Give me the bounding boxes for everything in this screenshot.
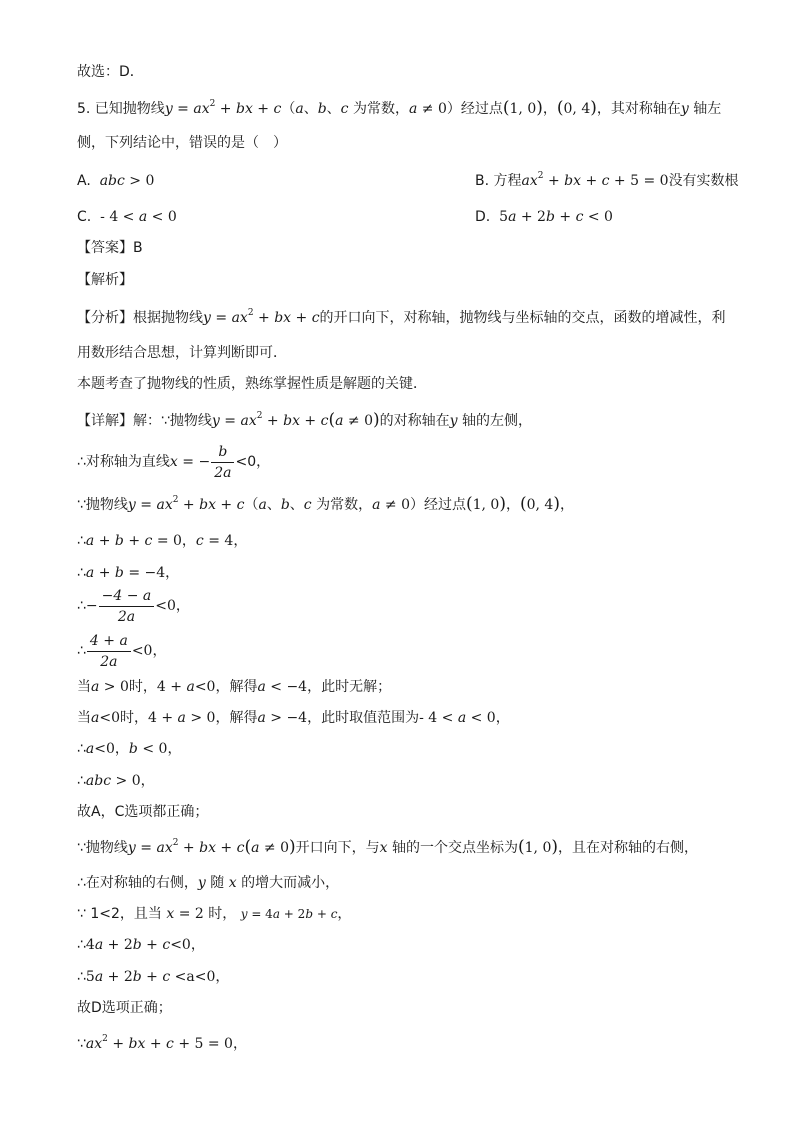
detail-line: ∵抛物线$y = ax^2$ + bx + c（a、b、c 为常数，a ≠ 0）经过点(1, 0)，(0, 4)，: [77, 494, 574, 514]
text: 没有实数根: [668, 173, 739, 189]
text: 时，: [120, 710, 148, 726]
text: 当: [77, 710, 91, 726]
text: ∴在对称轴的右侧，: [77, 875, 198, 891]
option-d: D. 5a + 2b + c < 0: [475, 209, 613, 225]
question-line: 5. 已知抛物线$y = ax^2$ + bx + c（a、b、c 为常数，a ≠ 0）经过点(1, 0)，(0, 4)，其对称轴在y 轴左: [77, 98, 722, 118]
text: 为常数，: [352, 101, 409, 117]
therefore-symbol: ∴: [77, 773, 86, 789]
detail-line: $\because ax^2$ + bx + c + 5 = 0，: [77, 1034, 247, 1052]
analysis-heading: [77, 270, 754, 290]
detail-line: 【详解】解：∵抛物线$y = ax^2$ + bx + c(a ≠ 0)的对称轴在y 轴的左侧，: [77, 410, 533, 430]
therefore-symbol: ∴: [77, 969, 86, 985]
because-symbol: ∵: [77, 1036, 86, 1052]
fraction: $\frac{-4 - a}{2a}$: [99, 586, 155, 627]
answer-choice-line: [77, 62, 754, 82]
text: 的开口向下，对称轴，抛物线与坐标轴的交点，函数的增减性，利: [319, 310, 726, 326]
text: ）经过点: [446, 101, 503, 117]
option-row: C. - 4 < a < 0 D. 5a + 2b + c < 0: [77, 209, 613, 225]
fraction: $\frac{4 + a}{2a}$: [87, 631, 131, 672]
fenxi-line: 【分析】根据抛物线$y = ax^2$ + bx + c的开口向下，对称轴，抛物线与坐标轴的交点，函数的增减性，利: [77, 308, 726, 326]
text: 【解析】: [77, 272, 133, 288]
therefore-symbol: ∴: [77, 598, 86, 614]
text: ，其对称轴在: [596, 101, 681, 117]
detail-line: ∴abc > 0，: [77, 773, 155, 789]
detail-line: ∵抛物线$y = ax^2$ + bx + c(a ≠ 0)开口向下，与x 轴的一个交点坐标为(1, 0)，且在对称轴的右侧，: [77, 837, 698, 857]
option-b: B. 方程$ax^2$ + bx + c + 5 = 0没有实数根: [475, 171, 739, 189]
text: 故选：D．: [77, 64, 144, 80]
text: ）经过点: [409, 497, 466, 513]
text: 轴的一个交点坐标为: [392, 840, 518, 856]
answer-line: [77, 238, 754, 258]
fenxi-label: 【分析】: [77, 310, 133, 326]
text: ，且在对称轴的右侧，: [558, 840, 698, 856]
text: ，解得: [215, 679, 258, 695]
detail-line: 当a > 0时，4 + a<0，解得a < −4，此时无解；: [77, 679, 392, 695]
text: ∵抛物线: [77, 497, 128, 513]
text: 随: [210, 875, 225, 891]
detail-line: ∴5a + 2b + c <a<0，: [77, 969, 230, 985]
detail-line: [77, 802, 754, 822]
detail-line: ∴a + b = −4，: [77, 565, 180, 581]
therefore-symbol: ∴: [77, 937, 86, 953]
detail-line: ∴对称轴为直线x = − $\frac{b}{2a}$ <0，: [77, 443, 271, 481]
answer-label: 【答案】: [77, 240, 133, 256]
detail-line: ∴a<0，b < 0，: [77, 741, 182, 757]
detail-line: ∴4a + 2b + c<0，: [77, 937, 205, 953]
fenxi-line: [77, 343, 754, 363]
answer-value: B: [133, 240, 143, 256]
text: （: [244, 497, 259, 513]
text: 用数形结合思想，计算判断即可．: [77, 345, 287, 361]
text: ∴对称轴为直线: [77, 454, 170, 470]
option-c-label: C.: [77, 209, 92, 225]
detail-line: ∵ 1<2，且当 x = 2 时， y = 4a + 2b + c，: [77, 906, 352, 922]
text: <0，: [235, 454, 271, 470]
text: 故A，C选项都正确；: [77, 804, 209, 820]
text: 根据抛物线: [133, 310, 203, 326]
text: ，解得: [215, 710, 258, 726]
text: 故D选项正确；: [77, 1000, 172, 1016]
therefore-symbol: ∴: [77, 565, 86, 581]
option-d-label: D.: [475, 209, 491, 225]
text: 轴左: [693, 101, 722, 117]
text: 的对称轴在: [379, 413, 450, 429]
therefore-symbol: ∴: [77, 533, 86, 549]
text: ∵ 1<2，且当: [77, 906, 162, 922]
text: 解：∵抛物线: [133, 413, 212, 429]
detail-line: ∴ $\frac{4 + a}{2a}$ <0，: [77, 632, 167, 670]
text: 当: [77, 679, 91, 695]
text: 侧，下列结论中，错误的是（ ）: [77, 135, 287, 151]
detail-label: 【详解】: [77, 413, 133, 429]
text: 时，: [128, 679, 157, 695]
option-a-label: A.: [77, 173, 91, 189]
text: ，此时无解；: [307, 679, 392, 695]
text: 时，: [208, 906, 237, 922]
text: 本题考查了抛物线的性质，熟练掌握性质是解题的关键．: [77, 376, 427, 392]
text: ，此时取值范围为: [307, 710, 420, 726]
therefore-symbol: ∴: [77, 741, 86, 757]
detail-line: [77, 998, 754, 1018]
question-line: [77, 133, 754, 153]
detail-line: ∴− $\frac{-4 - a}{2a}$ <0，: [77, 587, 190, 625]
text: 为常数，: [316, 497, 373, 513]
detail-line: ∴a + b + c = 0，c = 4，: [77, 533, 248, 549]
text: 5. 已知抛物线: [77, 101, 165, 117]
text: 轴的左侧，: [462, 413, 533, 429]
fraction: $\frac{b}{2a}$: [211, 442, 234, 483]
text: （: [281, 101, 296, 117]
text: 的增大而减小，: [241, 875, 340, 891]
detail-line: 当a<0时，4 + a > 0，解得a > −4，此时取值范围为- 4 < a < 0，: [77, 710, 510, 726]
detail-line: ∴在对称轴的右侧，y 随 x 的增大而减小，: [77, 875, 340, 891]
text: 开口向下，与: [295, 840, 380, 856]
option-b-label: B. 方程: [475, 173, 522, 189]
option-row: A. abc > 0 B. 方程$ax^2$ + bx + c + 5 = 0没有实数根: [77, 171, 739, 189]
summary-line: [77, 374, 754, 394]
text: ∵抛物线: [77, 840, 128, 856]
therefore-symbol: ∴: [77, 643, 86, 659]
